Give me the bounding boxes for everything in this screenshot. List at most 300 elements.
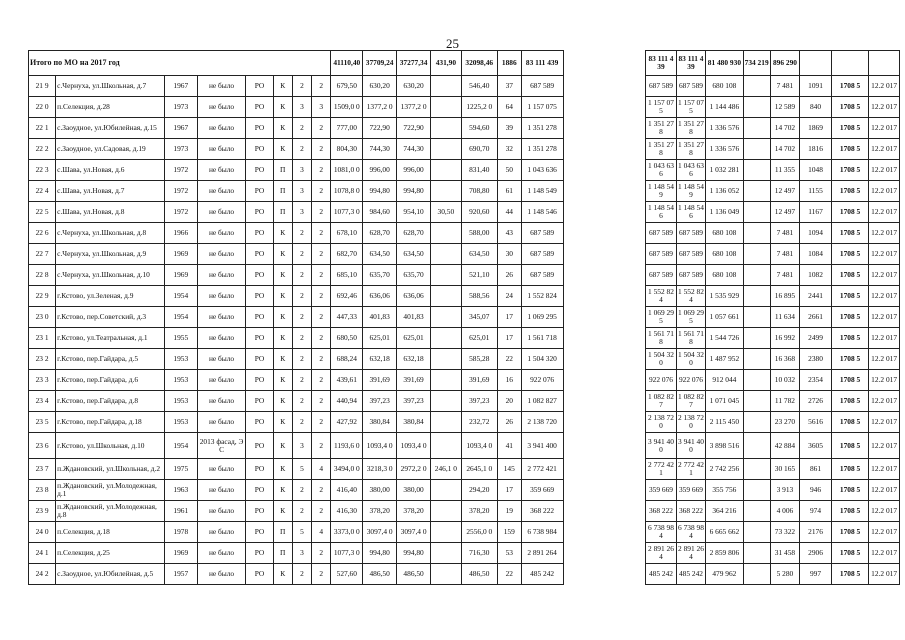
cost-owner: 1 057 661 (706, 307, 743, 328)
cost-repair: 6 738 984 (646, 522, 677, 543)
year-built: 1967 (164, 76, 197, 97)
area-living: 634,50 (397, 244, 431, 265)
wall-type: П (273, 160, 292, 181)
end-date: 12.2 017 (869, 543, 900, 564)
totals-cell: 83 111 439 (646, 51, 677, 76)
row-number: 22 5 (29, 202, 56, 223)
year-built: 1969 (164, 265, 197, 286)
area-living: 635,70 (397, 265, 431, 286)
cost-repair: 368 222 (646, 501, 677, 522)
cost-owner: 6 665 662 (706, 522, 743, 543)
area-living: 636,06 (397, 286, 431, 307)
gap-cell (563, 328, 646, 349)
area-rooms: 630,20 (363, 76, 397, 97)
area-rooms: 380,84 (363, 412, 397, 433)
cost-per-sqm: 840 (800, 97, 832, 118)
area-residential: 831,40 (461, 160, 497, 181)
material: РО (246, 459, 273, 480)
table-row (29, 370, 900, 391)
totals-cell: 81 480 930 (706, 51, 743, 76)
cost-limit: 1708 5 (831, 181, 868, 202)
year-built: 1973 (164, 139, 197, 160)
row-number: 23 5 (29, 412, 56, 433)
cost-fund: 1 561 718 (676, 328, 705, 349)
floors: 2 (292, 564, 311, 585)
cost-fund: 1 351 278 (676, 139, 705, 160)
totals-cell (869, 51, 900, 76)
cost-per-sqm: 5616 (800, 412, 832, 433)
cost-limit: 1708 5 (831, 244, 868, 265)
cost-budget (743, 328, 770, 349)
floors: 2 (292, 501, 311, 522)
area-total: 804,30 (331, 139, 363, 160)
cost-limit: 1708 5 (831, 265, 868, 286)
cost-fund: 687 589 (676, 244, 705, 265)
address: г.Кстово, ул.Театральная, д.1 (56, 328, 165, 349)
cost-total: 1 552 824 (521, 286, 563, 307)
area-residential: 634,50 (461, 244, 497, 265)
cost-fund: 1 351 278 (676, 118, 705, 139)
table-row (29, 391, 900, 412)
area-total: 682,70 (331, 244, 363, 265)
cost-total: 2 772 421 (521, 459, 563, 480)
cost-per-sqm: 2906 (800, 543, 832, 564)
area-rooms: 1377,2 0 (363, 97, 397, 118)
cost-fund: 3 941 400 (676, 433, 705, 459)
material: РО (246, 97, 273, 118)
cost-per-sqm: 1048 (800, 160, 832, 181)
material: РО (246, 286, 273, 307)
area-total: 416,30 (331, 501, 363, 522)
gap-cell (563, 76, 646, 97)
area-rooms: 984,60 (363, 202, 397, 223)
area-residential: 594,60 (461, 118, 497, 139)
cost-limit: 1708 5 (831, 480, 868, 501)
cost-owner: 479 962 (706, 564, 743, 585)
cost-owner: 2 742 256 (706, 459, 743, 480)
end-date: 12.2 017 (869, 244, 900, 265)
area-residential: 588,56 (461, 286, 497, 307)
end-date: 12.2 017 (869, 480, 900, 501)
row-number: 23 7 (29, 459, 56, 480)
area-nonliving (431, 76, 462, 97)
cost-fund: 368 222 (676, 501, 705, 522)
cost-total: 1 157 075 (521, 97, 563, 118)
area-rooms: 378,20 (363, 501, 397, 522)
area-living: 994,80 (397, 543, 431, 564)
wall-type: К (273, 118, 292, 139)
cost-owner: 680 108 (706, 223, 743, 244)
material: РО (246, 349, 273, 370)
wall-type: К (273, 244, 292, 265)
floors: 3 (292, 160, 311, 181)
end-date: 12.2 017 (869, 459, 900, 480)
area-nonliving: 246,1 0 (431, 459, 462, 480)
address: с.Заоудное, ул.Юбилейная, д.15 (56, 118, 165, 139)
area-total: 427,92 (331, 412, 363, 433)
material: РО (246, 223, 273, 244)
row-number: 23 2 (29, 349, 56, 370)
area-nonliving (431, 118, 462, 139)
last-repair: не было (197, 160, 246, 181)
totals-cell: 83 111 439 (676, 51, 705, 76)
last-repair: не было (197, 307, 246, 328)
end-date: 12.2 017 (869, 181, 900, 202)
cost-repair: 687 589 (646, 244, 677, 265)
residents: 26 (497, 265, 521, 286)
floors: 2 (292, 139, 311, 160)
area-rooms: 744,30 (363, 139, 397, 160)
area-total: 1193,6 0 (331, 433, 363, 459)
table-row (29, 412, 900, 433)
floors: 2 (292, 370, 311, 391)
entrances: 2 (312, 543, 331, 564)
area-rooms: 401,83 (363, 307, 397, 328)
area-total: 1078,8 0 (331, 181, 363, 202)
cost-limit: 1708 5 (831, 543, 868, 564)
area-living: 994,80 (397, 181, 431, 202)
cost-budget (743, 265, 770, 286)
area-rooms: 628,70 (363, 223, 397, 244)
floors: 2 (292, 244, 311, 265)
cost-owner: 680 108 (706, 76, 743, 97)
area-total: 679,50 (331, 76, 363, 97)
gap-cell (563, 370, 646, 391)
cost-fund: 1 148 549 (676, 181, 705, 202)
cost-per-sqm: 1094 (800, 223, 832, 244)
cost-limit: 1708 5 (831, 459, 868, 480)
row-number: 23 4 (29, 391, 56, 412)
entrances: 2 (312, 265, 331, 286)
wall-type: К (273, 564, 292, 585)
last-repair: не было (197, 564, 246, 585)
residents: 145 (497, 459, 521, 480)
cost-fund: 687 589 (676, 223, 705, 244)
address: п.Селекция, д.28 (56, 97, 165, 118)
cost-other: 12 497 (770, 202, 799, 223)
end-date: 12.2 017 (869, 97, 900, 118)
cost-owner: 1 032 281 (706, 160, 743, 181)
cost-budget (743, 76, 770, 97)
gap-cell (563, 433, 646, 459)
cost-repair: 359 669 (646, 480, 677, 501)
cost-per-sqm: 2661 (800, 307, 832, 328)
residents: 50 (497, 160, 521, 181)
table-row (29, 349, 900, 370)
address: с.Чернуха, ул.Школьная, д.8 (56, 223, 165, 244)
area-living: 1377,2 0 (397, 97, 431, 118)
year-built: 1978 (164, 522, 197, 543)
entrances: 2 (312, 564, 331, 585)
residents: 22 (497, 349, 521, 370)
entrances: 2 (312, 139, 331, 160)
entrances: 2 (312, 391, 331, 412)
cost-repair: 687 589 (646, 76, 677, 97)
cost-budget (743, 480, 770, 501)
year-built: 1953 (164, 349, 197, 370)
material: РО (246, 501, 273, 522)
year-built: 1957 (164, 564, 197, 585)
cost-fund: 1 082 827 (676, 391, 705, 412)
row-number: 23 0 (29, 307, 56, 328)
area-rooms: 397,23 (363, 391, 397, 412)
entrances: 2 (312, 433, 331, 459)
cost-repair: 1 504 320 (646, 349, 677, 370)
area-residential: 486,50 (461, 564, 497, 585)
gap-cell (563, 118, 646, 139)
floors: 2 (292, 349, 311, 370)
material: РО (246, 244, 273, 265)
gap-cell (563, 349, 646, 370)
floors: 2 (292, 265, 311, 286)
table-row (29, 286, 900, 307)
area-residential: 716,30 (461, 543, 497, 564)
area-nonliving (431, 181, 462, 202)
cost-limit: 1708 5 (831, 412, 868, 433)
gap-cell (563, 244, 646, 265)
totals-cell (800, 51, 832, 76)
cost-total: 1 043 636 (521, 160, 563, 181)
cost-limit: 1708 5 (831, 307, 868, 328)
area-residential: 625,01 (461, 328, 497, 349)
wall-type: П (273, 522, 292, 543)
entrances: 2 (312, 181, 331, 202)
gap-cell (563, 564, 646, 585)
cost-other: 5 280 (770, 564, 799, 585)
area-total: 440,94 (331, 391, 363, 412)
year-built: 1966 (164, 223, 197, 244)
table-row (29, 76, 900, 97)
material: РО (246, 202, 273, 223)
gap-cell (563, 139, 646, 160)
wall-type: К (273, 286, 292, 307)
address: г.Кстово, ул.Школьная, д.10 (56, 433, 165, 459)
cost-owner: 680 108 (706, 244, 743, 265)
last-repair: не было (197, 76, 246, 97)
entrances: 2 (312, 349, 331, 370)
area-nonliving (431, 522, 462, 543)
last-repair: не было (197, 223, 246, 244)
gap-cell (563, 412, 646, 433)
cost-other: 23 270 (770, 412, 799, 433)
row-number: 24 0 (29, 522, 56, 543)
cost-budget (743, 139, 770, 160)
totals-cell: 734 219 (743, 51, 770, 76)
year-built: 1975 (164, 459, 197, 480)
totals-row (29, 51, 900, 76)
floors: 2 (292, 118, 311, 139)
cost-owner: 2 115 450 (706, 412, 743, 433)
end-date: 12.2 017 (869, 412, 900, 433)
area-total: 527,60 (331, 564, 363, 585)
floors: 3 (292, 202, 311, 223)
area-living: 397,23 (397, 391, 431, 412)
cost-total: 687 589 (521, 76, 563, 97)
area-rooms: 3097,4 0 (363, 522, 397, 543)
wall-type: К (273, 391, 292, 412)
cost-owner: 1 535 929 (706, 286, 743, 307)
floors: 5 (292, 459, 311, 480)
area-living: 380,84 (397, 412, 431, 433)
totals-cell: 37277,34 (397, 51, 431, 76)
area-residential: 588,00 (461, 223, 497, 244)
wall-type: К (273, 459, 292, 480)
row-number: 23 9 (29, 501, 56, 522)
address: с.Чернуха, ул.Школьная, д.10 (56, 265, 165, 286)
last-repair: не было (197, 370, 246, 391)
end-date: 12.2 017 (869, 307, 900, 328)
cost-other: 16 368 (770, 349, 799, 370)
cost-limit: 1708 5 (831, 160, 868, 181)
area-residential: 391,69 (461, 370, 497, 391)
cost-limit: 1708 5 (831, 433, 868, 459)
cost-per-sqm: 2354 (800, 370, 832, 391)
area-total: 1077,3 0 (331, 202, 363, 223)
cost-fund: 485 242 (676, 564, 705, 585)
cost-fund: 1 157 075 (676, 97, 705, 118)
cost-repair: 1 043 636 (646, 160, 677, 181)
residents: 61 (497, 181, 521, 202)
gap-cell (563, 181, 646, 202)
gap-cell (563, 160, 646, 181)
area-rooms: 632,18 (363, 349, 397, 370)
row-number: 21 9 (29, 76, 56, 97)
last-repair: не было (197, 118, 246, 139)
cost-repair: 1 148 549 (646, 181, 677, 202)
totals-cell (831, 51, 868, 76)
cost-limit: 1708 5 (831, 349, 868, 370)
wall-type: К (273, 265, 292, 286)
area-nonliving (431, 307, 462, 328)
residents: 22 (497, 564, 521, 585)
row-number: 24 2 (29, 564, 56, 585)
cost-per-sqm: 1091 (800, 76, 832, 97)
cost-other: 16 992 (770, 328, 799, 349)
row-number: 23 3 (29, 370, 56, 391)
end-date: 12.2 017 (869, 265, 900, 286)
cost-repair: 1 351 278 (646, 118, 677, 139)
end-date: 12.2 017 (869, 370, 900, 391)
end-date: 12.2 017 (869, 349, 900, 370)
last-repair: не было (197, 202, 246, 223)
year-built: 1963 (164, 480, 197, 501)
address: с.Чернуха, ул.Школьная, д.9 (56, 244, 165, 265)
area-residential: 708,80 (461, 181, 497, 202)
cost-fund: 2 891 264 (676, 543, 705, 564)
area-nonliving (431, 223, 462, 244)
cost-other: 11 782 (770, 391, 799, 412)
floors: 2 (292, 328, 311, 349)
area-living: 722,90 (397, 118, 431, 139)
area-nonliving (431, 564, 462, 585)
area-rooms: 635,70 (363, 265, 397, 286)
entrances: 2 (312, 370, 331, 391)
table-row (29, 97, 900, 118)
cost-other: 7 481 (770, 76, 799, 97)
row-number: 22 0 (29, 97, 56, 118)
area-total: 777,00 (331, 118, 363, 139)
area-total: 680,50 (331, 328, 363, 349)
floors: 3 (292, 97, 311, 118)
address: г.Кстово, пер.Гайдара, д.6 (56, 370, 165, 391)
material: РО (246, 76, 273, 97)
cost-owner: 1 071 045 (706, 391, 743, 412)
area-rooms: 391,69 (363, 370, 397, 391)
entrances: 2 (312, 412, 331, 433)
table-row (29, 564, 900, 585)
cost-total: 922 076 (521, 370, 563, 391)
cost-other: 11 634 (770, 307, 799, 328)
floors: 2 (292, 76, 311, 97)
cost-budget (743, 412, 770, 433)
totals-cell (563, 51, 646, 76)
totals-cell: 41110,40 (331, 51, 363, 76)
area-nonliving (431, 328, 462, 349)
area-nonliving (431, 370, 462, 391)
entrances: 2 (312, 480, 331, 501)
table-row (29, 433, 900, 459)
address: г.Кстово, пер.Гайдара, д.8 (56, 391, 165, 412)
area-rooms: 996,00 (363, 160, 397, 181)
last-repair: не было (197, 501, 246, 522)
wall-type: П (273, 202, 292, 223)
area-total: 678,10 (331, 223, 363, 244)
cost-other: 7 481 (770, 265, 799, 286)
area-rooms: 994,80 (363, 181, 397, 202)
address: с.Чернуха, ул.Школьная, д.7 (56, 76, 165, 97)
cost-owner: 1 144 486 (706, 97, 743, 118)
floors: 2 (292, 286, 311, 307)
entrances: 2 (312, 223, 331, 244)
floors: 3 (292, 433, 311, 459)
cost-fund: 2 772 421 (676, 459, 705, 480)
residents: 37 (497, 76, 521, 97)
area-living: 391,69 (397, 370, 431, 391)
gap-cell (563, 223, 646, 244)
area-residential: 397,23 (461, 391, 497, 412)
wall-type: К (273, 307, 292, 328)
floors: 2 (292, 223, 311, 244)
area-rooms: 634,50 (363, 244, 397, 265)
cost-other: 7 481 (770, 244, 799, 265)
cost-budget (743, 370, 770, 391)
wall-type: К (273, 76, 292, 97)
entrances: 2 (312, 202, 331, 223)
cost-limit: 1708 5 (831, 370, 868, 391)
end-date: 12.2 017 (869, 139, 900, 160)
cost-limit: 1708 5 (831, 501, 868, 522)
end-date: 12.2 017 (869, 76, 900, 97)
residents: 24 (497, 286, 521, 307)
cost-budget (743, 391, 770, 412)
area-residential: 294,20 (461, 480, 497, 501)
residents: 44 (497, 202, 521, 223)
gap-cell (563, 97, 646, 118)
year-built: 1972 (164, 160, 197, 181)
cost-other: 16 895 (770, 286, 799, 307)
cost-other: 12 497 (770, 181, 799, 202)
area-living: 996,00 (397, 160, 431, 181)
material: РО (246, 522, 273, 543)
cost-budget (743, 244, 770, 265)
floors: 2 (292, 391, 311, 412)
area-total: 685,10 (331, 265, 363, 286)
end-date: 12.2 017 (869, 202, 900, 223)
area-rooms: 625,01 (363, 328, 397, 349)
cost-fund: 1 552 824 (676, 286, 705, 307)
cost-fund: 1 504 320 (676, 349, 705, 370)
area-nonliving (431, 160, 462, 181)
